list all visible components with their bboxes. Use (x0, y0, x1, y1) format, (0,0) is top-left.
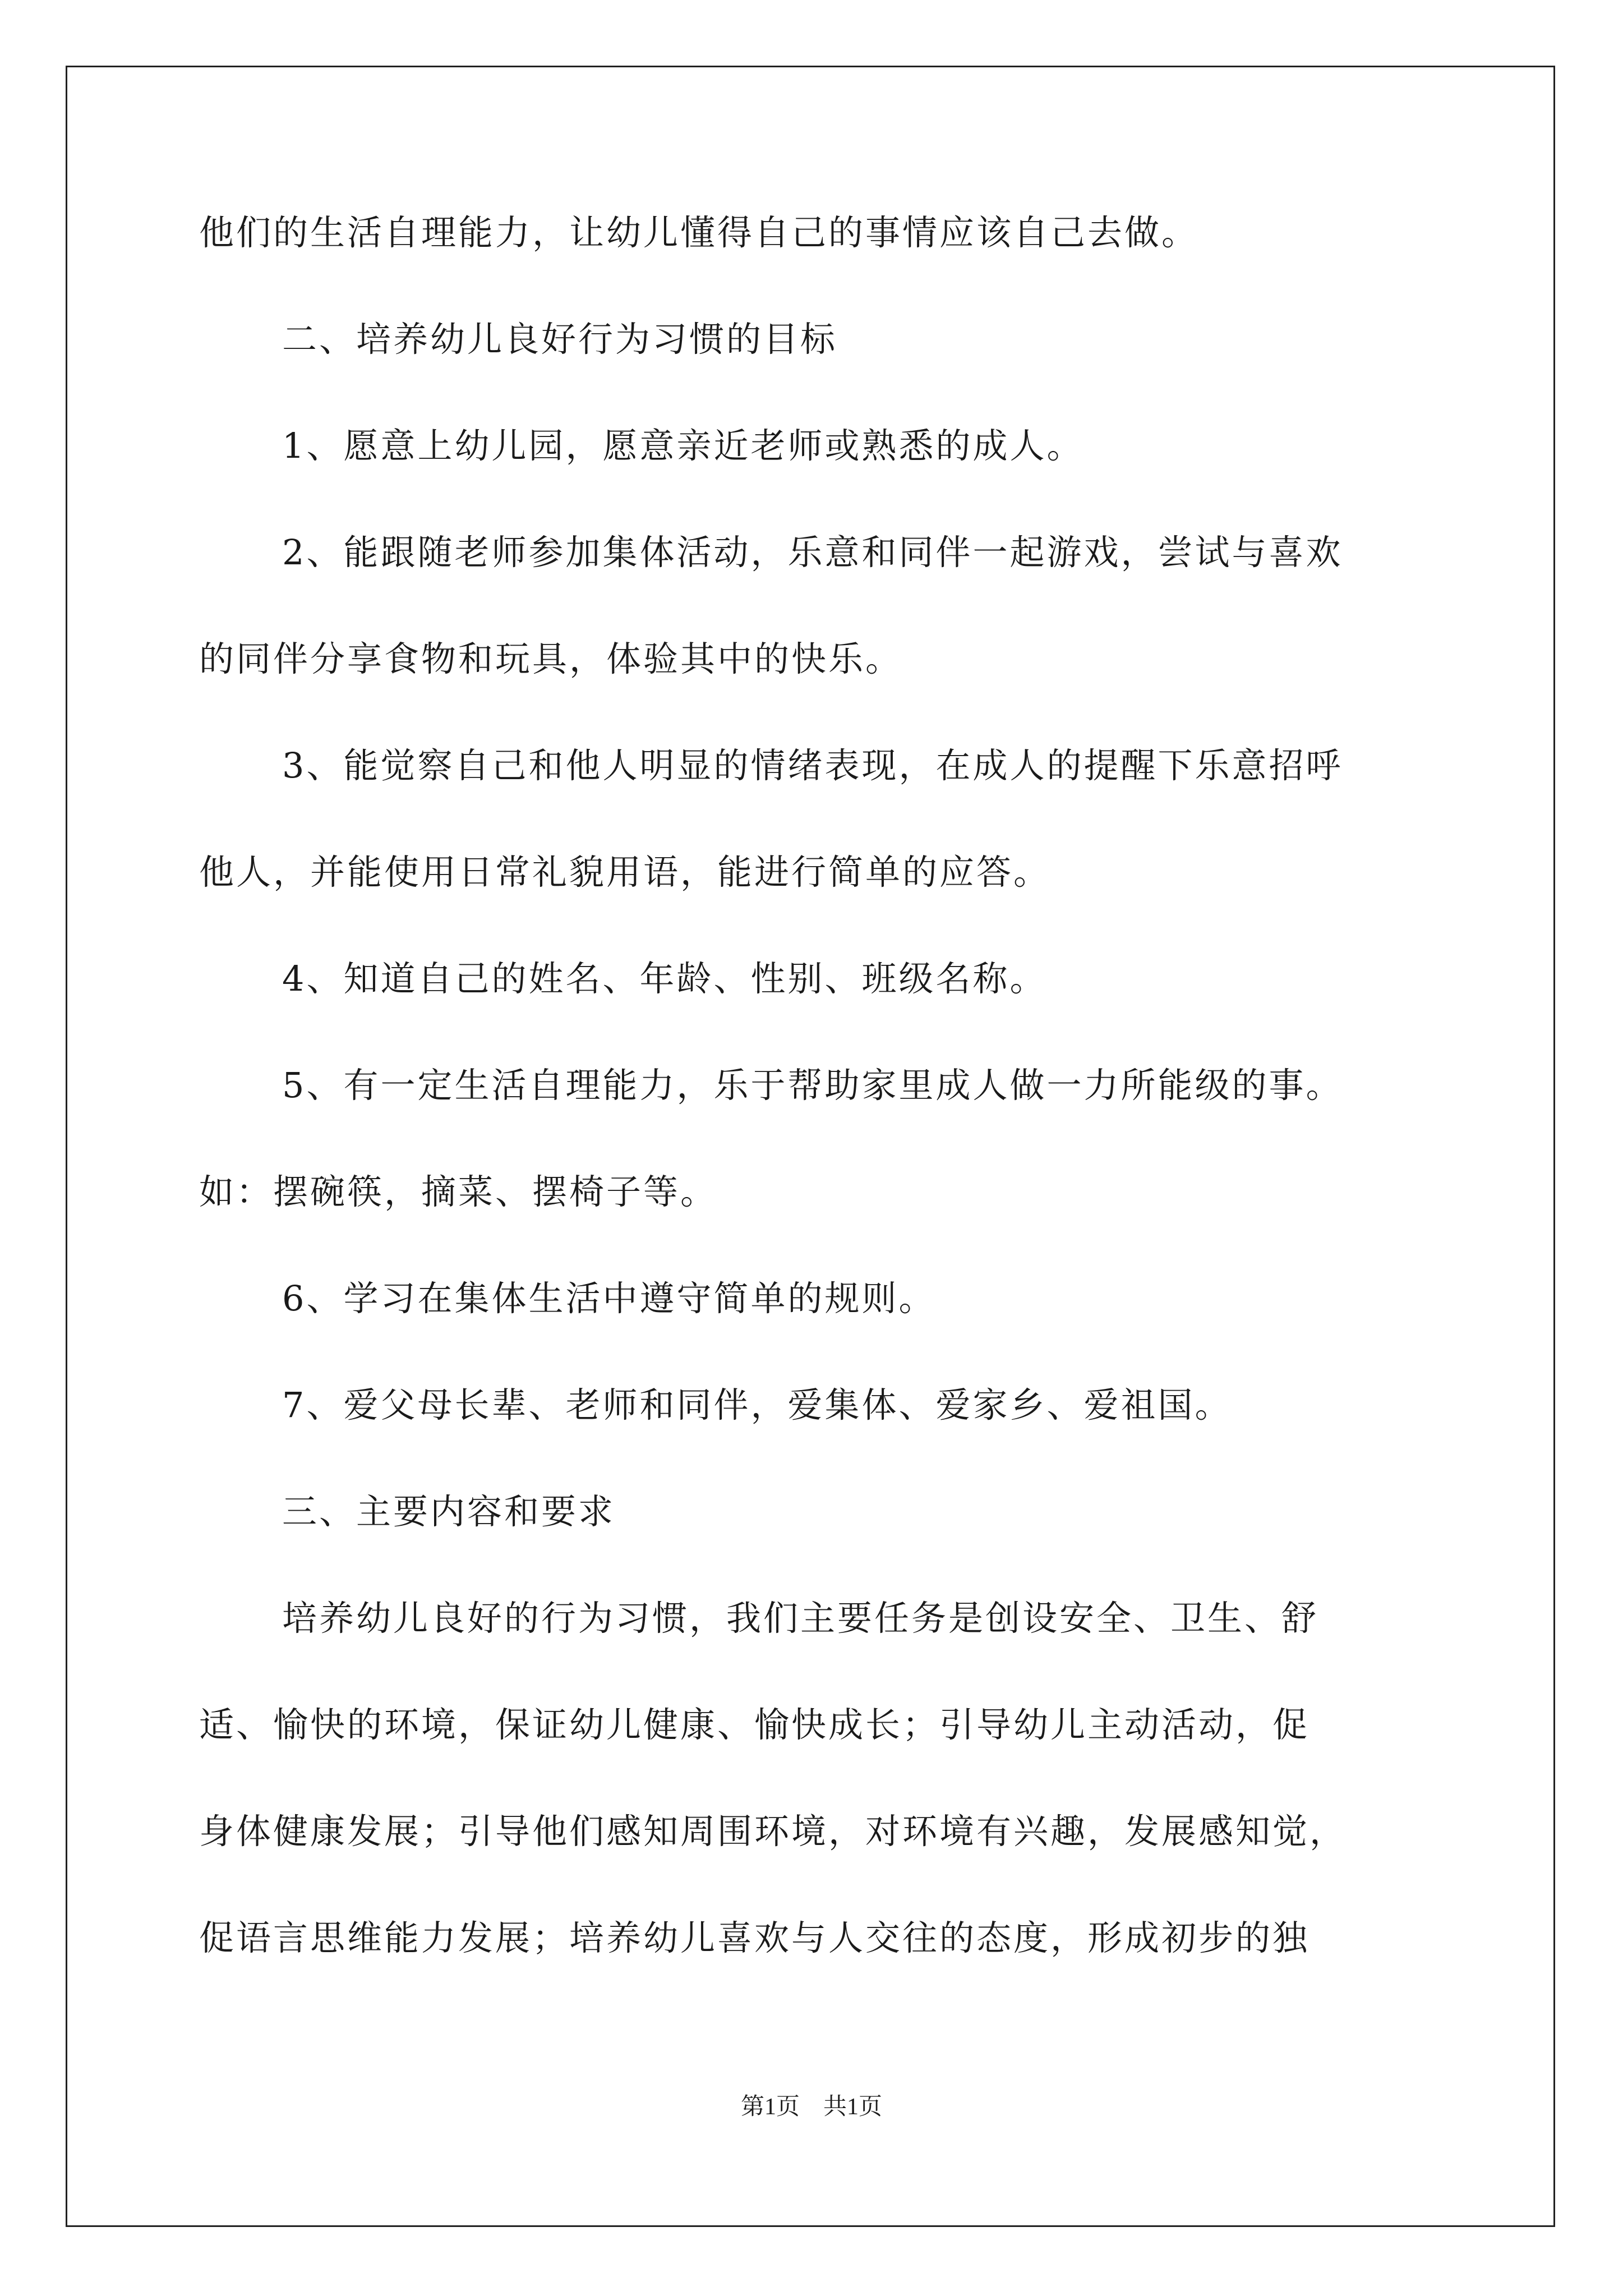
list-item: 1、愿意上幼儿园，愿意亲近老师或熟悉的成人。 (282, 425, 1084, 466)
list-item: 5、有一定生活自理能力，乐于帮助家里成人做一力所能级的事。 (282, 1065, 1343, 1106)
list-item-continuation: 的同伴分享食物和玩具，体验其中的快乐。 (199, 638, 903, 679)
list-item: 4、知道自己的姓名、年龄、性别、班级名称。 (282, 958, 1047, 999)
list-item: 7、爱父母长辈、老师和同伴，爱集体、爱家乡、爱祖国。 (282, 1384, 1232, 1425)
section-heading: 二、培养幼儿良好行为习惯的目标 (282, 319, 838, 360)
section-heading: 三、主要内容和要求 (282, 1491, 616, 1532)
document-body (199, 210, 1422, 1961)
paragraph-line: 培养幼儿良好的行为习惯，我们主要任务是创设安全、卫生、舒 (282, 1598, 1319, 1639)
list-item: 6、学习在集体生活中遵守简单的规则。 (282, 1278, 936, 1319)
page-footer (0, 2091, 1623, 2123)
list-item: 3、能觉察自己和他人明显的情绪表现，在成人的提醒下乐意招呼 (282, 745, 1343, 786)
paragraph-line: 他们的生活自理能力，让幼儿懂得自己的事情应该自己去做。 (199, 212, 1199, 253)
paragraph-line: 促语言思维能力发展；培养幼儿喜欢与人交往的态度，形成初步的独 (199, 1917, 1310, 1958)
list-item: 2、能跟随老师参加集体活动，乐意和同伴一起游戏，尝试与喜欢 (282, 532, 1343, 573)
list-item-continuation: 如：摆碗筷，摘菜、摆椅子等。 (199, 1171, 718, 1212)
paragraph-line: 身体健康发展；引导他们感知周围环境，对环境有兴趣，发展感知觉， (199, 1811, 1347, 1852)
paragraph-line: 适、愉快的环境，保证幼儿健康、愉快成长；引导幼儿主动活动，促 (199, 1704, 1310, 1745)
page-number-label: 第1页 共1页 (740, 2094, 882, 2120)
list-item-continuation: 他人，并能使用日常礼貌用语，能进行简单的应答。 (199, 852, 1051, 892)
